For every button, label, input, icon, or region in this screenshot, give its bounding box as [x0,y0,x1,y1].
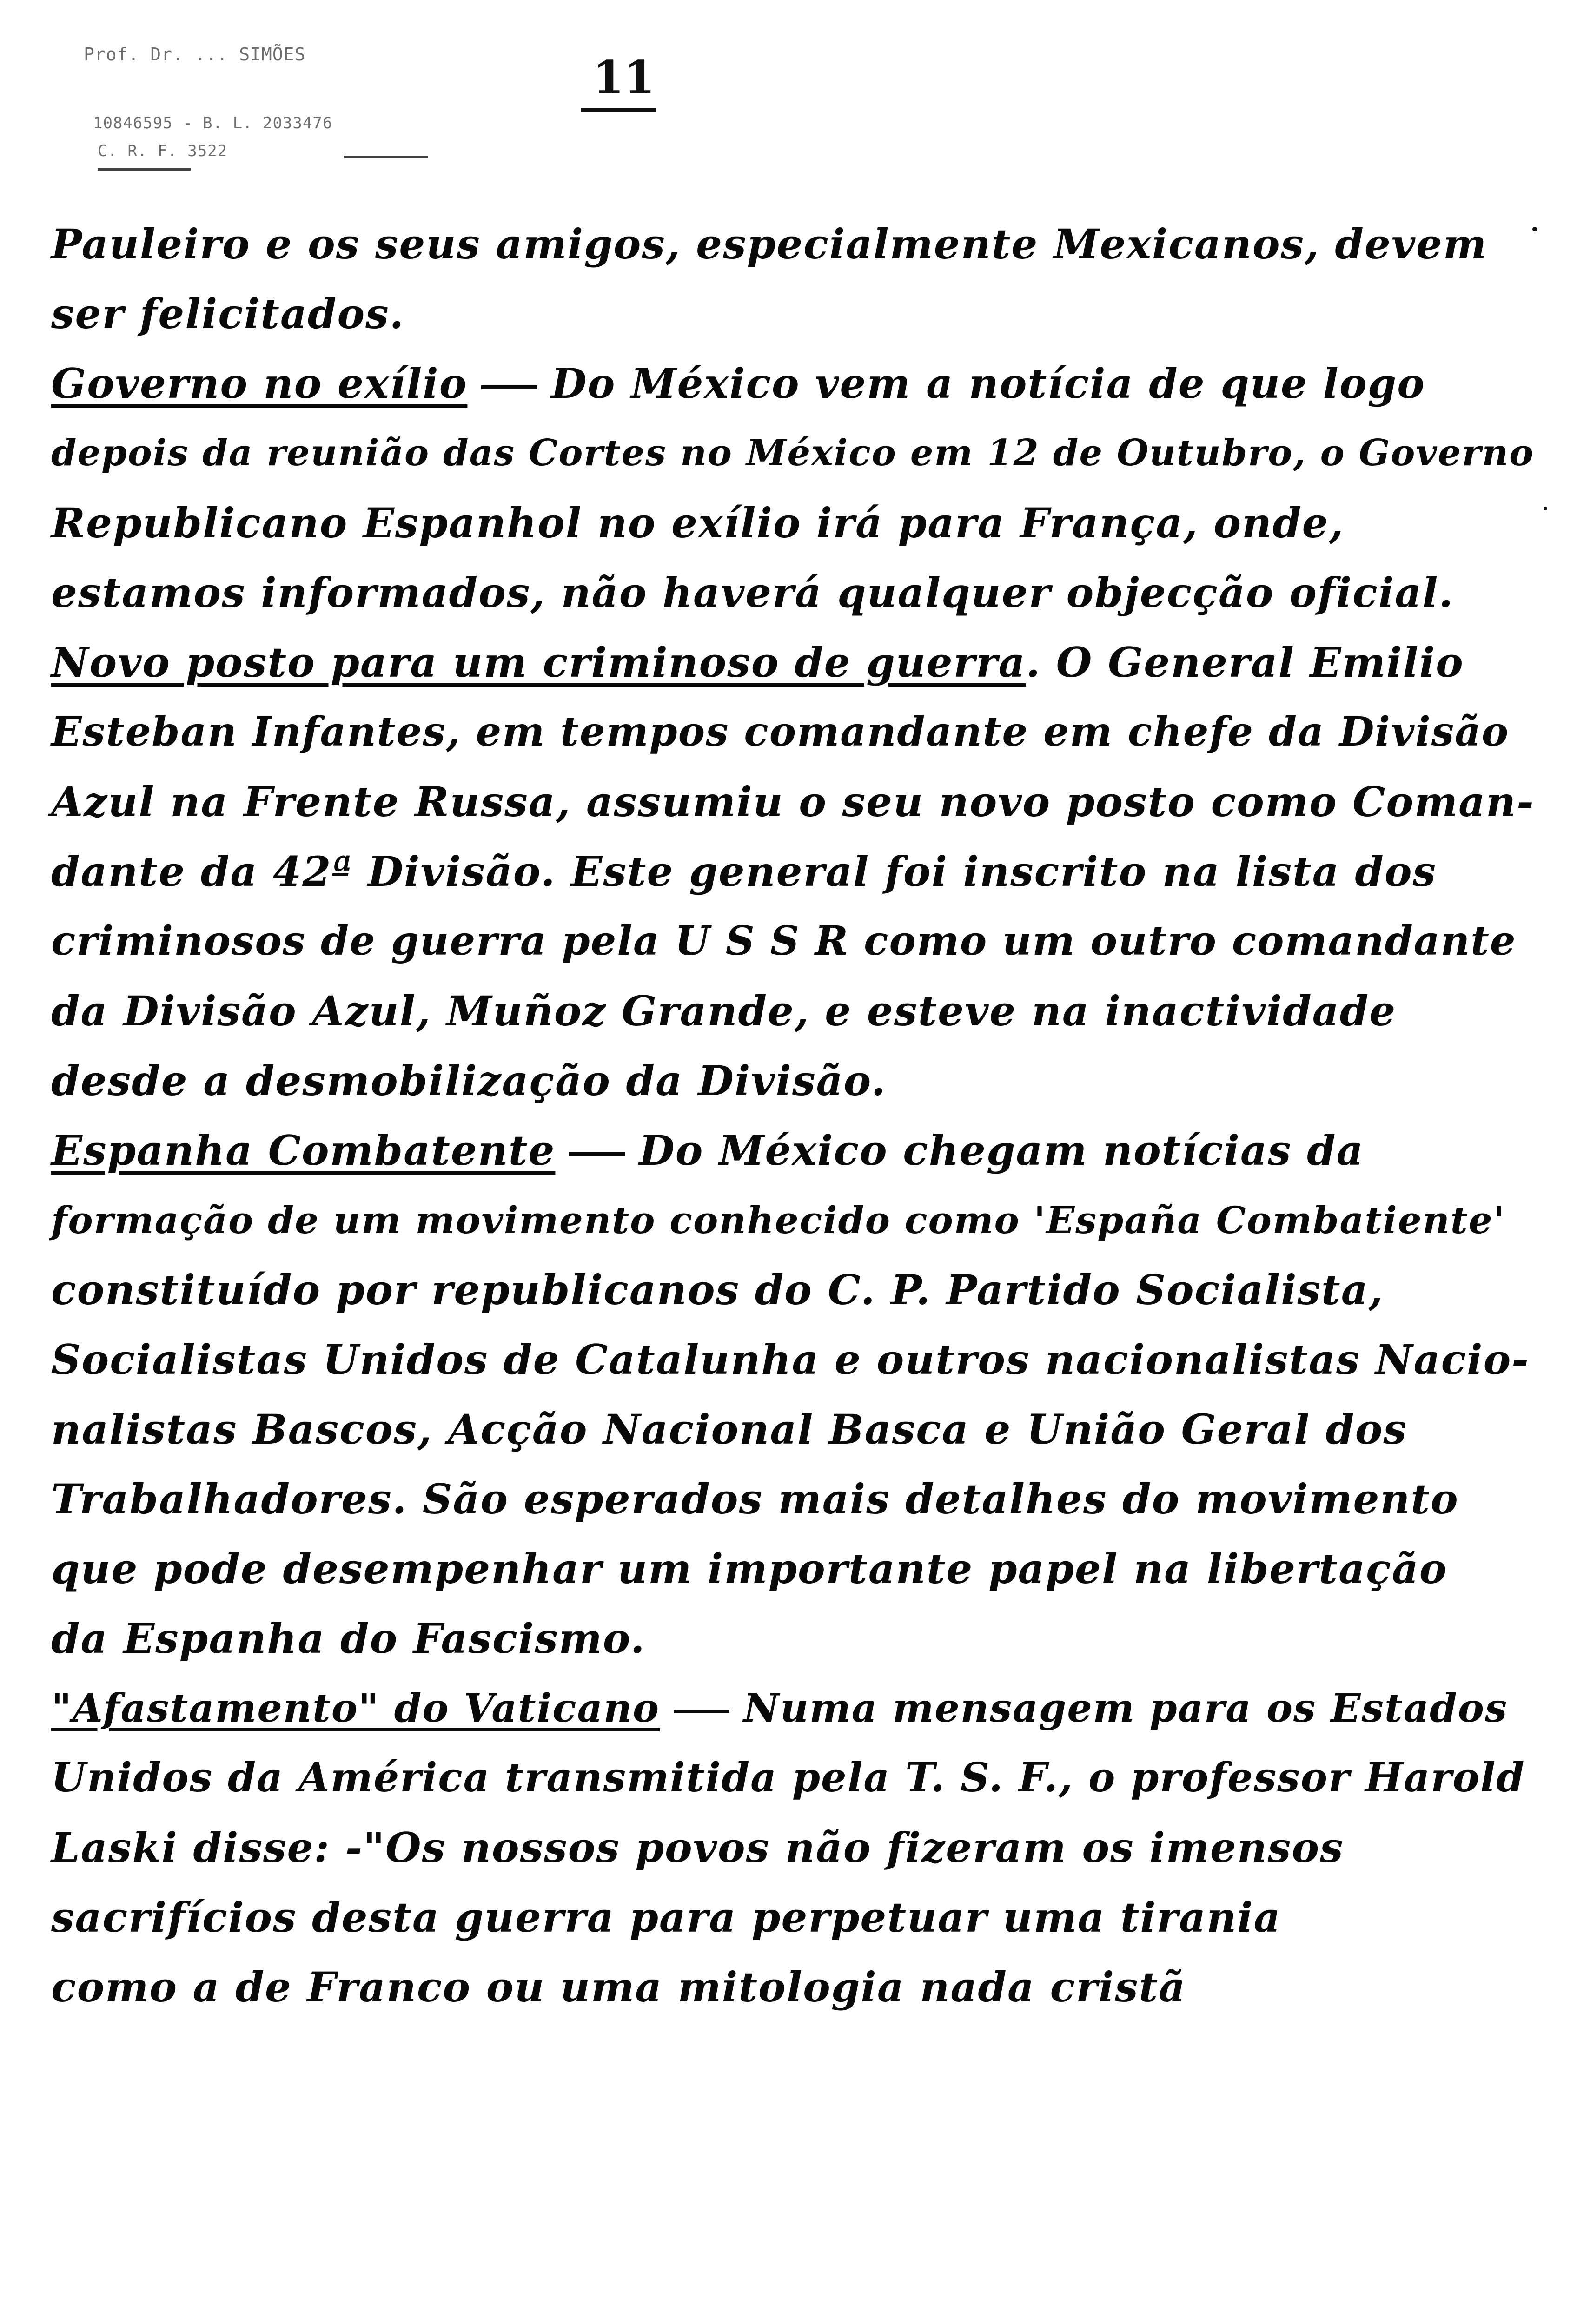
page-number-underline [581,108,656,112]
line-text: constituído por republicanos do C. P. Partido Socialista, [51,1266,1384,1314]
text-line [51,1813,1539,1882]
line-text: Do México vem a notícia de que logo [551,359,1425,408]
line-text: Esteban Infantes, em tempos comandante em chefe da Divisão [51,708,1510,755]
text-line [51,1394,1539,1464]
text-line [51,418,1539,488]
text-line [51,1185,1539,1255]
line-text: da Divisão Azul, Muñoz Grande, e esteve na inactividade [51,987,1397,1035]
section-heading: "Afastamento" do Vaticano [51,1685,660,1731]
line-text: Numa mensagem para os Estados [743,1685,1508,1731]
text-line [51,209,1539,279]
line-text: Socialistas Unidos de Catalunha e outros nacionalistas Nacio- [51,1335,1530,1384]
line-text: depois da reunião das Cortes no México em 12 de Outubro, o Governo [51,432,1535,474]
line-text: sacrifícios desta guerra para perpetuar uma tirania [51,1893,1281,1941]
ink-speck [1544,507,1547,510]
line-text: dante da 42ª Divisão. Este general foi inscrito na lista dos [51,847,1437,896]
line-text: formação de um movimento conhecido como 'España Combatiente' [51,1198,1506,1242]
text-line [51,697,1539,767]
text-line [51,349,1539,418]
section-heading: Governo no exílio [51,359,468,408]
text-line [51,1534,1539,1604]
handwritten-text-block [51,209,1539,2022]
line-text: como a de Franco ou uma mitologia nada cristã [51,1963,1186,2011]
stamp-line-1: Prof. Dr. ... SIMÕES [84,44,306,65]
line-text: Trabalhadores. São esperados mais detalhes do movimento [51,1475,1459,1523]
text-line [51,627,1539,697]
text-line [51,1604,1539,1673]
ink-speck [1532,227,1537,231]
text-line [51,488,1539,558]
text-line [51,976,1539,1046]
line-text: da Espanha do Fascismo. [51,1614,646,1663]
text-line [51,279,1539,349]
text-line [51,558,1539,627]
heading-dash [481,385,537,389]
section-heading: Espanha Combatente [51,1126,556,1175]
stamp-rule [98,168,191,171]
text-line [51,1882,1539,1952]
stamp-line-2: 10846595 - B. L. 2033476 [93,114,333,132]
line-text: ser felicitados. [51,290,405,338]
line-text: que pode desempenhar um importante papel na libertação [51,1545,1448,1593]
page-number: 11 [593,51,655,104]
text-line [51,1743,1539,1813]
line-text: Laski disse: -"Os nossos povos não fizeram os imensos [51,1823,1344,1872]
heading-dash [674,1710,729,1713]
stamp-rule [344,156,428,158]
text-line [51,1464,1539,1534]
text-line [51,767,1539,837]
line-text: estamos informados, não haverá qualquer objecção oficial. [51,568,1454,617]
text-line [51,1255,1539,1325]
line-text: Unidos da América transmitida pela T. S. F., o professor Harold [51,1754,1525,1801]
line-text: Azul na Frente Russa, assumiu o seu novo posto como Coman- [51,778,1535,826]
section-heading: Novo posto para um criminoso de guerra [51,638,1026,687]
line-text: nalistas Bascos, Acção Nacional Basca e União Geral dos [51,1405,1407,1453]
line-text: Pauleiro e os seus amigos, especialmente Mexicanos, devem [51,220,1488,268]
heading-dash [569,1152,625,1156]
line-text: desde a desmobilização da Divisão. [51,1056,887,1105]
text-line [51,906,1539,976]
line-text: Do México chegam notícias da [639,1126,1364,1175]
text-line [51,1046,1539,1116]
line-text: criminosos de guerra pela U S S R como um outro comandante [51,918,1517,964]
line-text: Republicano Espanhol no exílio irá para França, onde, [51,499,1345,547]
text-line [51,1116,1539,1185]
text-line [51,1673,1539,1743]
stamp-line-3: C. R. F. 3522 [98,142,228,160]
text-line [51,837,1539,906]
text-line [51,1325,1539,1394]
line-text: . O General Emilio [1026,638,1464,687]
text-line [51,1952,1539,2022]
archive-stamp [79,44,432,198]
